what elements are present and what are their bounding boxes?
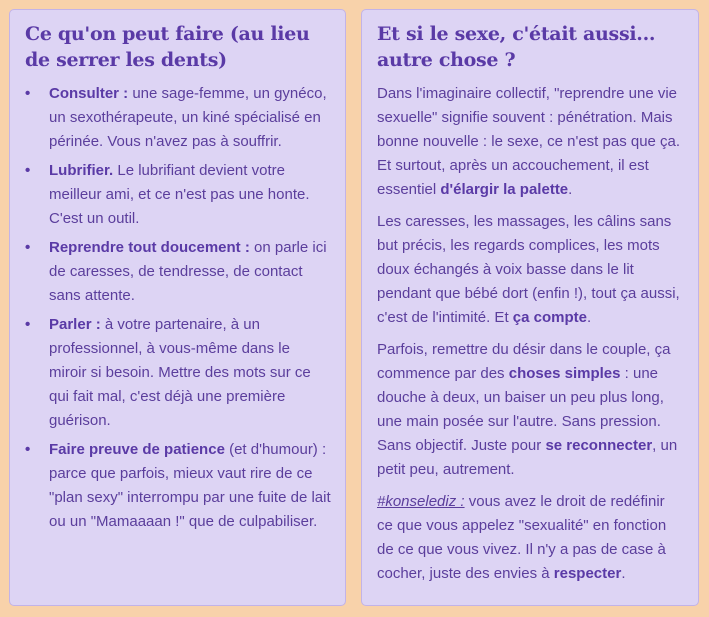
- item-text: on parle ici de caresses, de tendresse, de contact sans attente.: [49, 239, 327, 304]
- paragraph-text: .: [586, 309, 592, 326]
- emphasis-text: ça compte: [512, 309, 587, 326]
- item-keyword: Parler :: [49, 316, 101, 333]
- paragraph-text: , un petit peu, autrement.: [377, 437, 678, 478]
- paragraph-text: .: [621, 565, 626, 582]
- item-text: à votre partenaire, à un professionnel, à vous-même dans le miroir si besoin. Mettre des mots sur ce qui fait mal, c'est déjà une première guérison.: [49, 316, 311, 429]
- paragraph-1: [377, 82, 684, 202]
- list-item: [25, 159, 331, 231]
- bullet-icon: •: [25, 316, 31, 333]
- paragraph-text: Dans l'imaginaire collectif, "reprendre une vie sexuelle" signifie souvent : pénétration. Mais bonne nouvelle : le sexe, ce n'est pas que ça. Et surtout, après un accouchement, il est essentiel: [377, 85, 681, 198]
- item-keyword: Consulter :: [49, 85, 129, 102]
- paragraph-text: Parfois, remettre du désir dans le couple, ça commence par des: [377, 341, 671, 382]
- list-item: [25, 438, 331, 534]
- paragraph-2: [377, 210, 684, 330]
- list-item: [25, 82, 331, 154]
- emphasis-text: respecter: [553, 565, 622, 582]
- item-keyword: Lubrifier.: [49, 162, 114, 179]
- bullet-icon: •: [25, 162, 31, 179]
- paragraph-text: Les caresses, les massages, les câlins sans but précis, les regards complices, les mots doux échangés à voix basse dans le lit pendant que bébé dort (enfin !), tout ça aussi, c'est de l'intimité. Et: [377, 213, 680, 326]
- tips-title: Ce qu'on peut faire (au lieu de serrer les dents): [25, 23, 310, 71]
- item-text: Le lubrifiant devient votre meilleur ami, et ce n'est pas une honte. C'est un outil.: [49, 162, 310, 227]
- paragraph-text: .: [568, 181, 573, 198]
- list-item: [25, 313, 331, 433]
- item-text: une sage-femme, un gynéco, un sexothérapeute, un kiné spécialisé en périnée. Vous n'avez pas à souffrir.: [49, 85, 327, 150]
- tips-list: [25, 82, 331, 534]
- paragraph-3: [377, 338, 684, 482]
- paragraph-4: [377, 490, 684, 586]
- item-text: (et d'humour) : parce que parfois, mieux vaut rire de ce "plan sexy" interrompu par une fuite de lait ou un "Mamaaaan !" que de culpabiliser.: [49, 441, 331, 530]
- emphasis-text: se reconnecter: [545, 437, 653, 454]
- intimacy-title: Et si le sexe, c'était aussi... autre chose ?: [377, 23, 656, 71]
- list-item: [25, 236, 331, 308]
- bullet-icon: •: [25, 85, 31, 102]
- item-keyword: Faire preuve de patience: [49, 441, 225, 458]
- bullet-icon: •: [25, 239, 31, 256]
- item-keyword: Reprendre tout doucement :: [49, 239, 250, 256]
- paragraph-text: : une douche à deux, un baiser un peu plus long, une main posée sur l'autre. Sans pression. Sans objectif. Juste pour: [377, 365, 664, 454]
- intimacy-card: [361, 9, 699, 606]
- emphasis-text: choses simples: [508, 365, 621, 382]
- bullet-icon: •: [25, 441, 31, 458]
- hashtag: #konselediz :: [377, 493, 465, 510]
- paragraph-text: vous avez le droit de redéfinir ce que vous appelez "sexualité" en fonction de ce que vous vivez. Il n'y a pas de case à cocher, juste des envies à: [377, 493, 667, 582]
- emphasis-text: d'élargir la palette: [440, 181, 569, 198]
- tips-card: [9, 9, 346, 606]
